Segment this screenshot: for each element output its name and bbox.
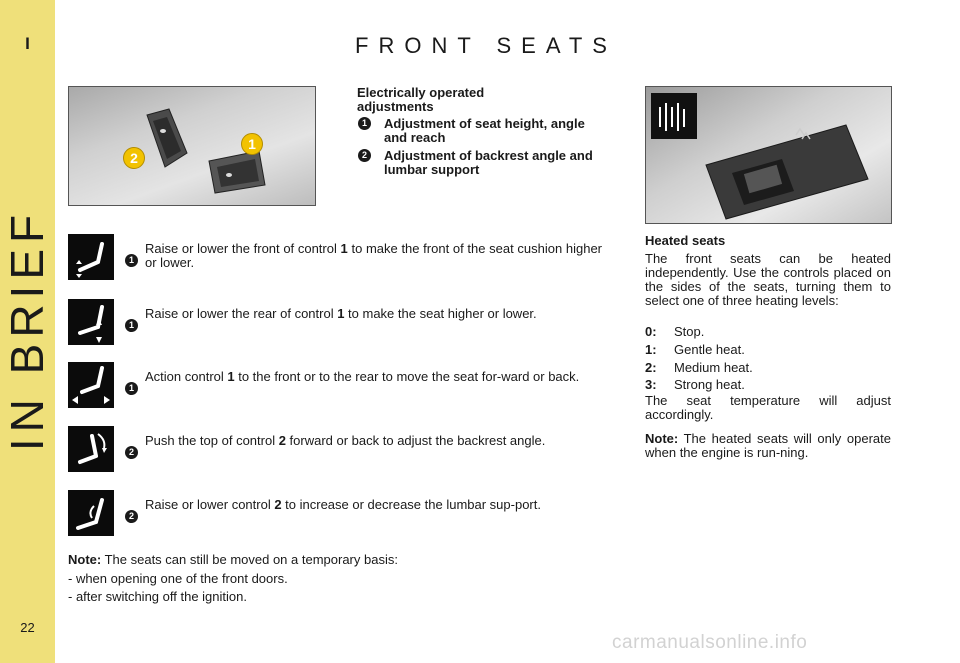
row-text: Action control 1 to the front or to the rear to move the seat for-ward or back. bbox=[145, 369, 580, 384]
adjustment-row bbox=[68, 234, 608, 282]
adjustment-row bbox=[68, 490, 608, 538]
number-badge: 1 bbox=[125, 382, 138, 395]
electric-item-text: Adjustment of backrest angle and lumbar support bbox=[384, 148, 593, 177]
number-badge: 2 bbox=[125, 446, 138, 459]
heated-heading: Heated seats bbox=[645, 233, 726, 248]
heated-seat-illustration bbox=[646, 87, 891, 223]
callout-1: 1 bbox=[241, 133, 263, 155]
heat-level: 3: Strong heat. bbox=[645, 377, 745, 392]
watermark: carmanualsonline.info bbox=[612, 632, 808, 653]
number-badge: 1 bbox=[358, 117, 371, 130]
adjustment-row bbox=[68, 362, 608, 410]
heated-intro: The front seats can be heated independently. Use the controls placed on the sides of the seats, turning them to select one of three heating levels: bbox=[645, 251, 891, 308]
electric-item-text: Adjustment of seat height, angle and reach bbox=[384, 116, 585, 145]
electric-item-1 bbox=[358, 117, 594, 145]
backrest-angle-icon bbox=[68, 426, 114, 472]
electric-item-2 bbox=[358, 149, 594, 177]
heated-note: Note: The heated seats will only operate when the engine is run-ning. bbox=[645, 431, 891, 460]
adjustment-row bbox=[68, 299, 608, 347]
adjustment-row bbox=[68, 426, 608, 474]
note-bullet: - after switching off the ignition. bbox=[68, 589, 247, 604]
heated-seat-photo bbox=[645, 86, 892, 224]
note-bullet: - when opening one of the front doors. bbox=[68, 571, 288, 586]
row-text: Raise or lower the front of control 1 to make the front of the seat cushion higher or lower. bbox=[145, 241, 603, 270]
electric-heading: Electrically operated adjustments bbox=[357, 85, 485, 114]
seat-note: Note: The seats can still be moved on a temporary basis: bbox=[68, 552, 398, 567]
seat-front-icon bbox=[68, 234, 114, 280]
number-badge: 1 bbox=[125, 319, 138, 332]
row-text: Push the top of control 2 forward or back to adjust the backrest angle. bbox=[145, 433, 546, 448]
seat-controls-illustration bbox=[69, 87, 315, 205]
number-badge: 2 bbox=[358, 149, 371, 162]
number-badge: 2 bbox=[125, 510, 138, 523]
row-text: Raise or lower the rear of control 1 to make the seat higher or lower. bbox=[145, 306, 537, 321]
seat-controls-photo bbox=[68, 86, 316, 206]
heat-level: 2: Medium heat. bbox=[645, 360, 753, 375]
heated-after: The seat temperature will adjust accordingly. bbox=[645, 393, 891, 422]
seat-slide-icon bbox=[68, 362, 114, 408]
page-number: 22 bbox=[20, 620, 35, 635]
page-title: FRONT SEATS bbox=[355, 33, 617, 58]
lumbar-support-icon bbox=[68, 490, 114, 536]
section-letter: I bbox=[25, 34, 30, 53]
heat-level: 1: Gentle heat. bbox=[645, 342, 745, 357]
sidebar bbox=[0, 0, 55, 663]
section-label: IN BRIEF bbox=[1, 208, 53, 452]
callout-2: 2 bbox=[123, 147, 145, 169]
heat-level: 0: Stop. bbox=[645, 324, 705, 339]
number-badge: 1 bbox=[125, 254, 138, 267]
seat-rear-icon bbox=[68, 299, 114, 345]
row-text: Raise or lower control 2 to increase or decrease the lumbar sup-port. bbox=[145, 497, 541, 512]
